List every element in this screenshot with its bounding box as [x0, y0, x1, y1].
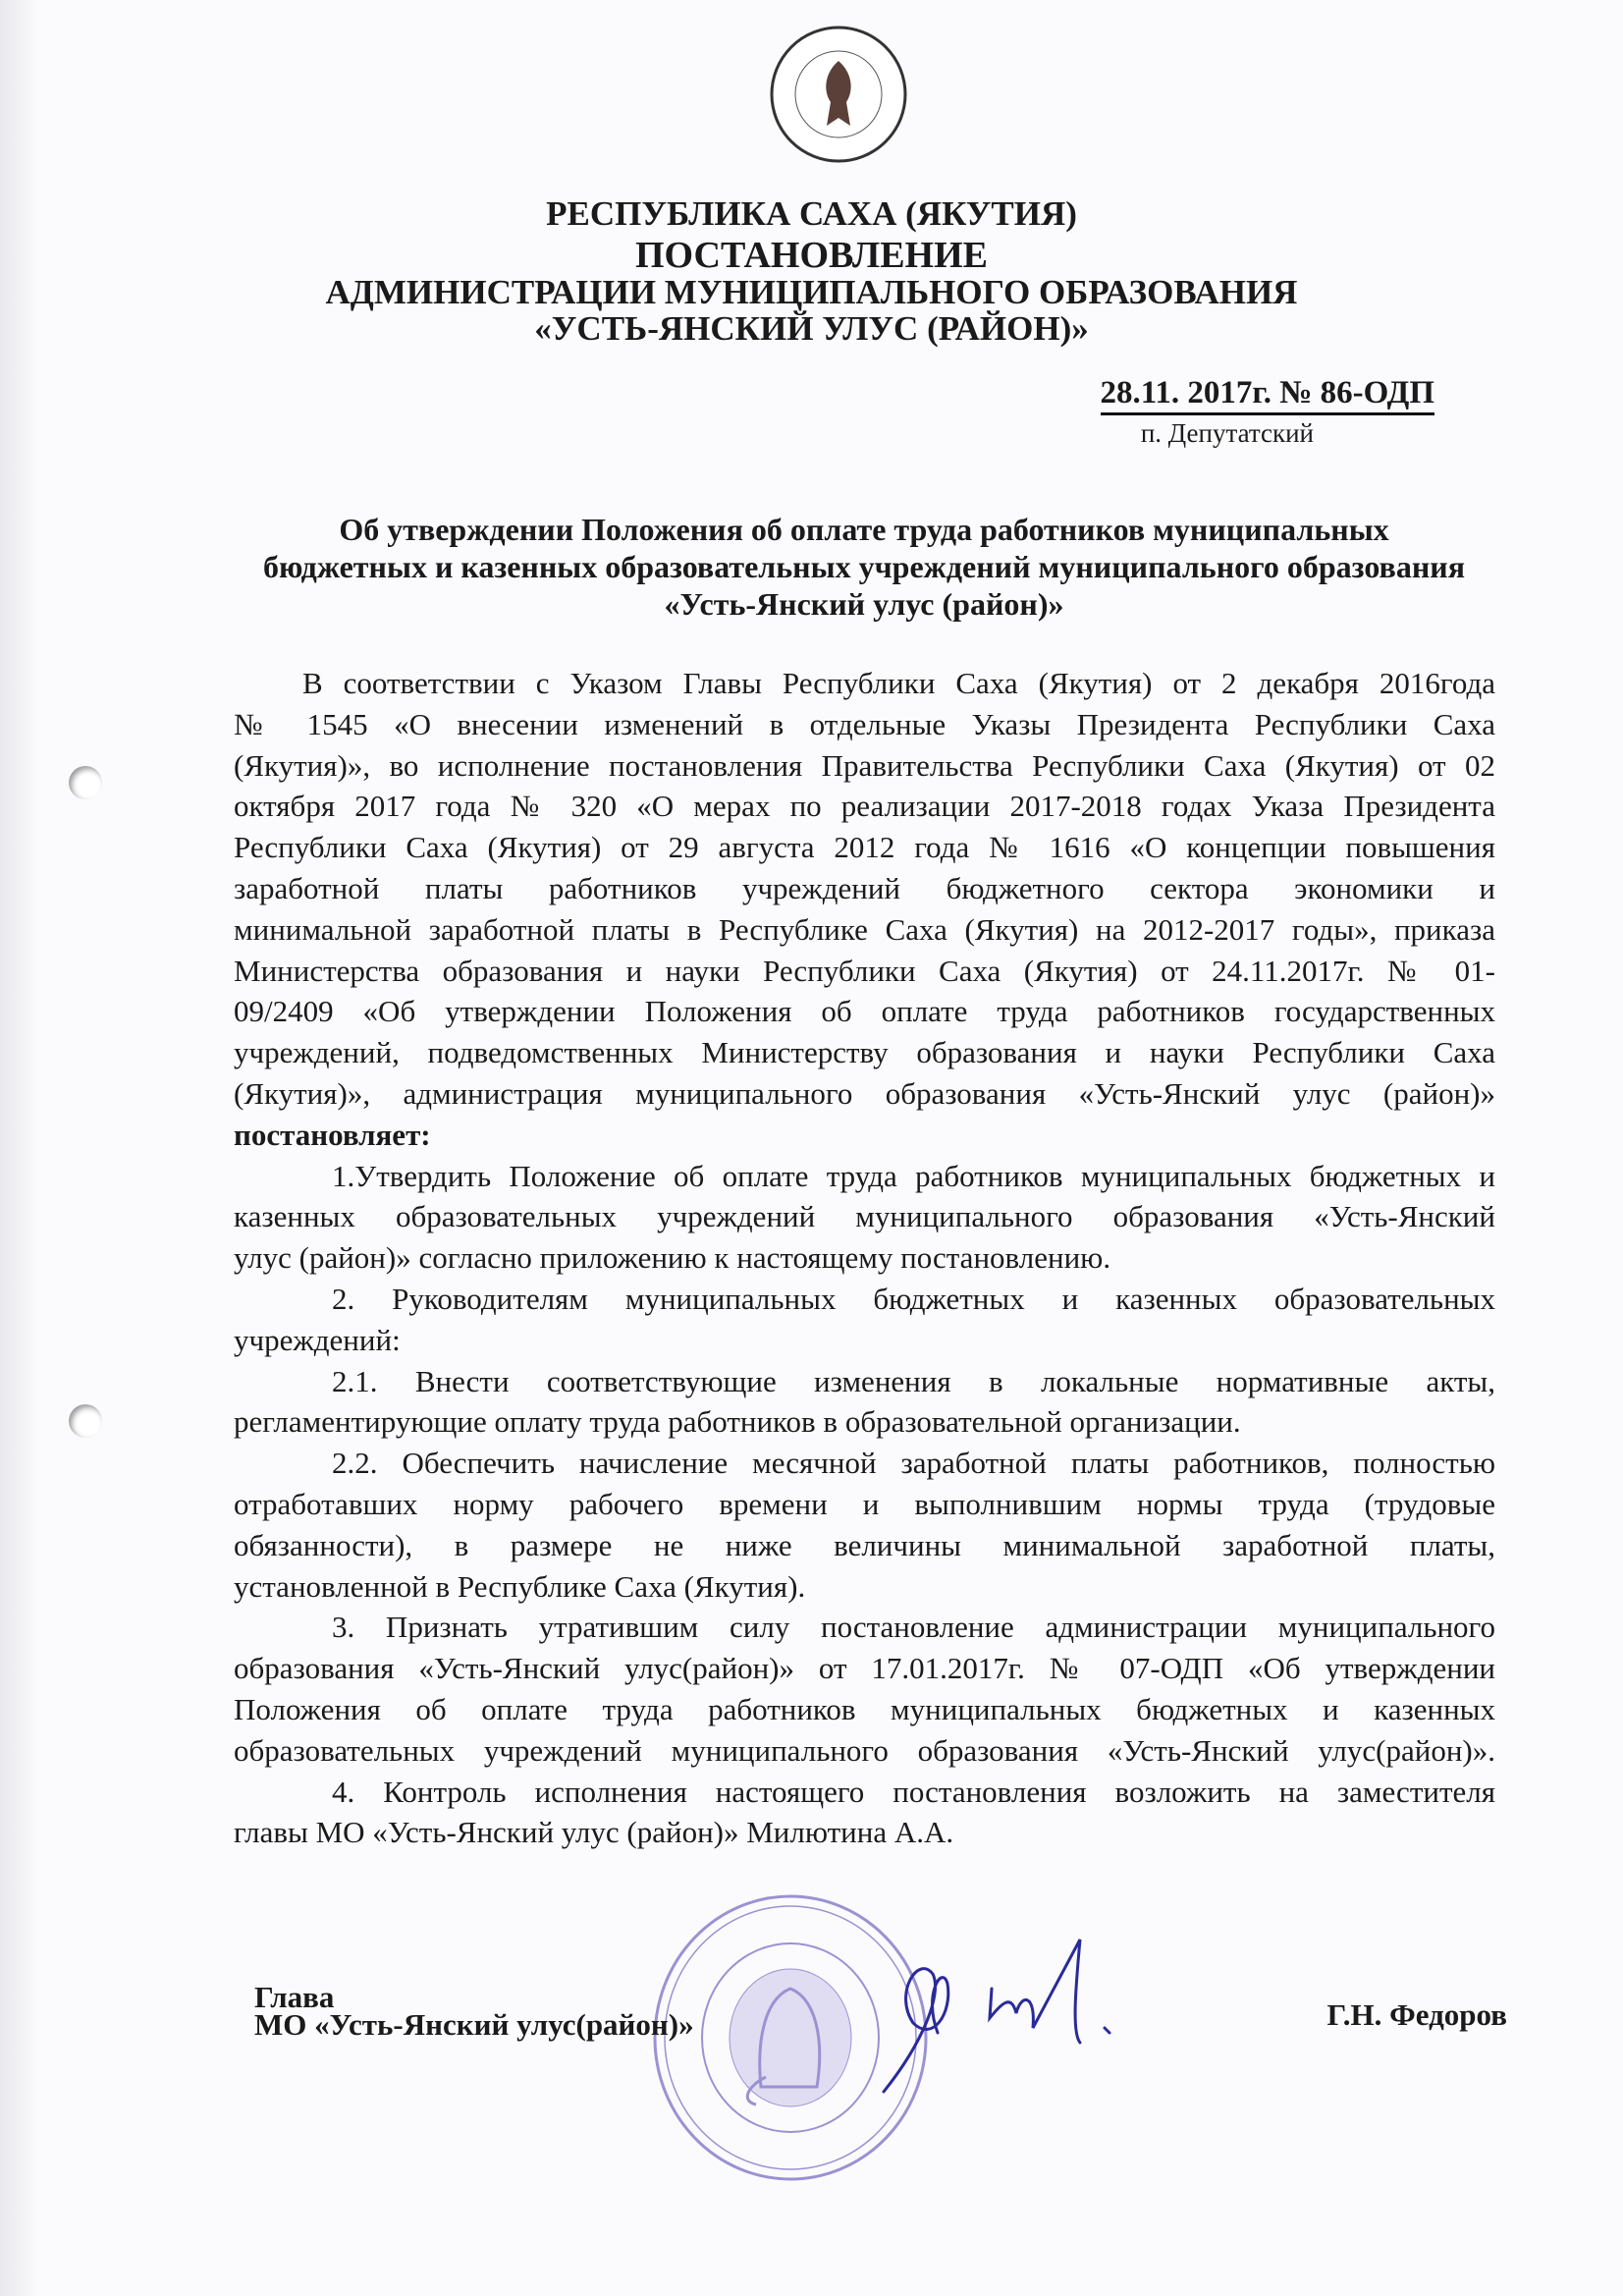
document-type-heading: ПОСТАНОВЛЕНИЕ	[634, 235, 989, 276]
body-line: 2.2. Обеспечить начисление месячной заработной платы работников, полностью	[332, 1446, 1495, 1481]
signatory-title-2: МО «Усть-Янский улус(район)»	[254, 2007, 694, 2042]
subject-line-3: «Усть-Янский улус (район)»	[664, 586, 1064, 622]
document-body	[234, 663, 1495, 1853]
punch-hole	[69, 1404, 102, 1438]
issuer-line-1: АДМИНИСТРАЦИИ МУНИЦИПАЛЬНОГО ОБРАЗОВАНИЯ	[325, 273, 1298, 311]
body-line: В соответствии с Указом Главы Республики Саха (Якутия) от 2 декабря 2016года	[302, 666, 1495, 700]
signatory-title-1: Глава	[254, 1980, 335, 2014]
body-line: образования «Усть-Янский улус(район)» от 17.01.2017г. № 07-ОДП «Об утверждении	[234, 1651, 1495, 1686]
district-emblem-logo	[768, 24, 909, 165]
body-line: 1.Утвердить Положение об оплате труда работников муниципальных бюджетных и	[332, 1158, 1495, 1193]
punch-hole	[69, 766, 102, 799]
body-line: 2.1. Внести соответствующие изменения в локальные нормативные акты,	[332, 1363, 1495, 1398]
body-line: казенных образовательных учреждений муниципального образования «Усть-Янский	[234, 1199, 1495, 1234]
republic-heading: РЕСПУБЛИКА САХА (ЯКУТИЯ)	[546, 194, 1077, 233]
body-line: (Якутия)», во исполнение постановления Правительства Республики Саха (Якутия) от 02	[234, 747, 1495, 783]
body-line: 4. Контроль исполнения настоящего постановления возложить на заместителя	[332, 1774, 1495, 1809]
signatory-name: Г.Н. Федоров	[1326, 1997, 1507, 2032]
body-line: 3. Признать утратившим силу постановление администрации муниципального	[332, 1610, 1495, 1645]
body-line: образовательных учреждений муниципального образования «Усть-Янский улус(район)».	[234, 1732, 1495, 1768]
body-line: 2. Руководителям муниципальных бюджетных и казенных образовательных	[332, 1281, 1495, 1316]
body-line: 09/2409 «Об утверждении Положения об оплате труда работников государственных	[234, 994, 1495, 1029]
body-line: регламентирующие оплату труда работников в образовательной организации.	[234, 1404, 1241, 1440]
body-line: обязанности), в размере не ниже величины минимальной заработной платы,	[234, 1527, 1495, 1562]
body-line: улус (район)» согласно приложению к настоящему постановлению.	[234, 1240, 1111, 1276]
body-line: Республики Саха (Якутия) от 29 августа 2012 года № 1616 «О концепции повышения	[234, 830, 1495, 865]
body-line: учреждений, подведомственных Министерству образования и науки Республики Саха	[234, 1035, 1495, 1070]
body-line: главы МО «Усть-Янский улус (район)» Милютина А.А.	[234, 1815, 954, 1850]
place-name: п. Депутатский	[1140, 418, 1314, 448]
subject-line-1: Об утверждении Положения об оплате труда работников муниципальных	[339, 512, 1389, 547]
subject-line-2: бюджетных и казенных образовательных учреждений муниципального образования	[263, 549, 1465, 584]
handwritten-signature	[864, 1935, 1159, 2111]
issuer-line-2: «УСТЬ-ЯНСКИЙ УЛУС (РАЙОН)»	[534, 309, 1089, 348]
body-line: отработавших норму рабочего времени и выполнившим нормы труда (трудовые	[234, 1486, 1495, 1521]
body-line: октября 2017 года № 320 «О мерах по реализации 2017-2018 годах Указа Президента	[234, 789, 1495, 824]
body-line: Министерства образования и науки Республики Саха (Якутия) от 24.11.2017г. № 01-	[234, 953, 1495, 988]
body-line: заработной платы работников учреждений бюджетного сектора экономики и	[234, 870, 1495, 905]
body-line: № 1545 «О внесении изменений в отдельные Указы Президента Республики Саха	[234, 706, 1495, 741]
date-number: 28.11. 2017г. № 86-ОДП	[1101, 373, 1435, 415]
body-line: минимальной заработной платы в Республике Саха (Якутия) на 2012-2017 годы», приказа	[234, 911, 1495, 947]
body-line: установленной в Республике Саха (Якутия).	[234, 1568, 806, 1604]
body-line: (Якутия)», администрация муниципального образования «Усть-Янский улус (район)»	[234, 1075, 1495, 1111]
resolves-keyword: постановляет:	[234, 1117, 431, 1152]
body-line: Положения об оплате труда работников муниципальных бюджетных и казенных	[234, 1691, 1495, 1726]
body-line: учреждений:	[234, 1322, 401, 1357]
